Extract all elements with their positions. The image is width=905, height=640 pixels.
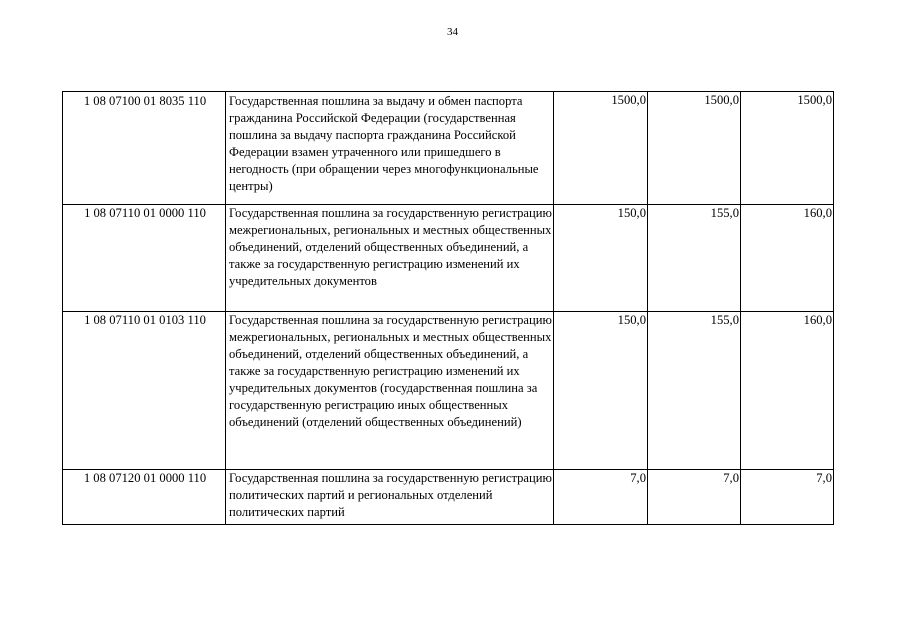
revenue-name: Государственная пошлина за государственную регистрацию межрегиональных, региональных и местных общественных объединений, отделений общественных объединений, а также за государственную регистрацию изменений их учредительных документов (государственная пошлина за государственную регистрацию иных общественных объединений (отделений общественных объединений) (226, 312, 554, 470)
table-row (63, 92, 834, 205)
amount-year-2: 1500,0 (648, 92, 741, 205)
amount-year-3: 7,0 (741, 470, 834, 525)
page-number: 34 (447, 26, 458, 38)
budget-classification-code: 1 08 07110 01 0000 110 (63, 205, 226, 312)
table-row (63, 312, 834, 470)
revenue-name: Государственная пошлина за государственную регистрацию политических партий и региональных отделений политических партий (226, 470, 554, 525)
revenue-name: Государственная пошлина за государственную регистрацию межрегиональных, региональных и местных общественных объединений, отделений общественных объединений, а также за государственную регистрацию изменений их учредительных документов (226, 205, 554, 312)
amount-year-2: 155,0 (648, 312, 741, 470)
budget-revenue-table (62, 91, 834, 525)
amount-year-3: 160,0 (741, 312, 834, 470)
table-row (63, 205, 834, 312)
amount-year-1: 1500,0 (554, 92, 648, 205)
amount-year-1: 150,0 (554, 205, 648, 312)
amount-year-2: 155,0 (648, 205, 741, 312)
budget-classification-code: 1 08 07100 01 8035 110 (63, 92, 226, 205)
table-row (63, 470, 834, 525)
amount-year-1: 7,0 (554, 470, 648, 525)
revenue-name: Государственная пошлина за выдачу и обмен паспорта гражданина Российской Федерации (государственная пошлина за выдачу паспорта гражданина Российской Федерации взамен утраченного или пришедшего в негодность (при обращении через многофункциональные центры) (226, 92, 554, 205)
amount-year-1: 150,0 (554, 312, 648, 470)
budget-classification-code: 1 08 07110 01 0103 110 (63, 312, 226, 470)
amount-year-2: 7,0 (648, 470, 741, 525)
amount-year-3: 1500,0 (741, 92, 834, 205)
amount-year-3: 160,0 (741, 205, 834, 312)
budget-classification-code: 1 08 07120 01 0000 110 (63, 470, 226, 525)
